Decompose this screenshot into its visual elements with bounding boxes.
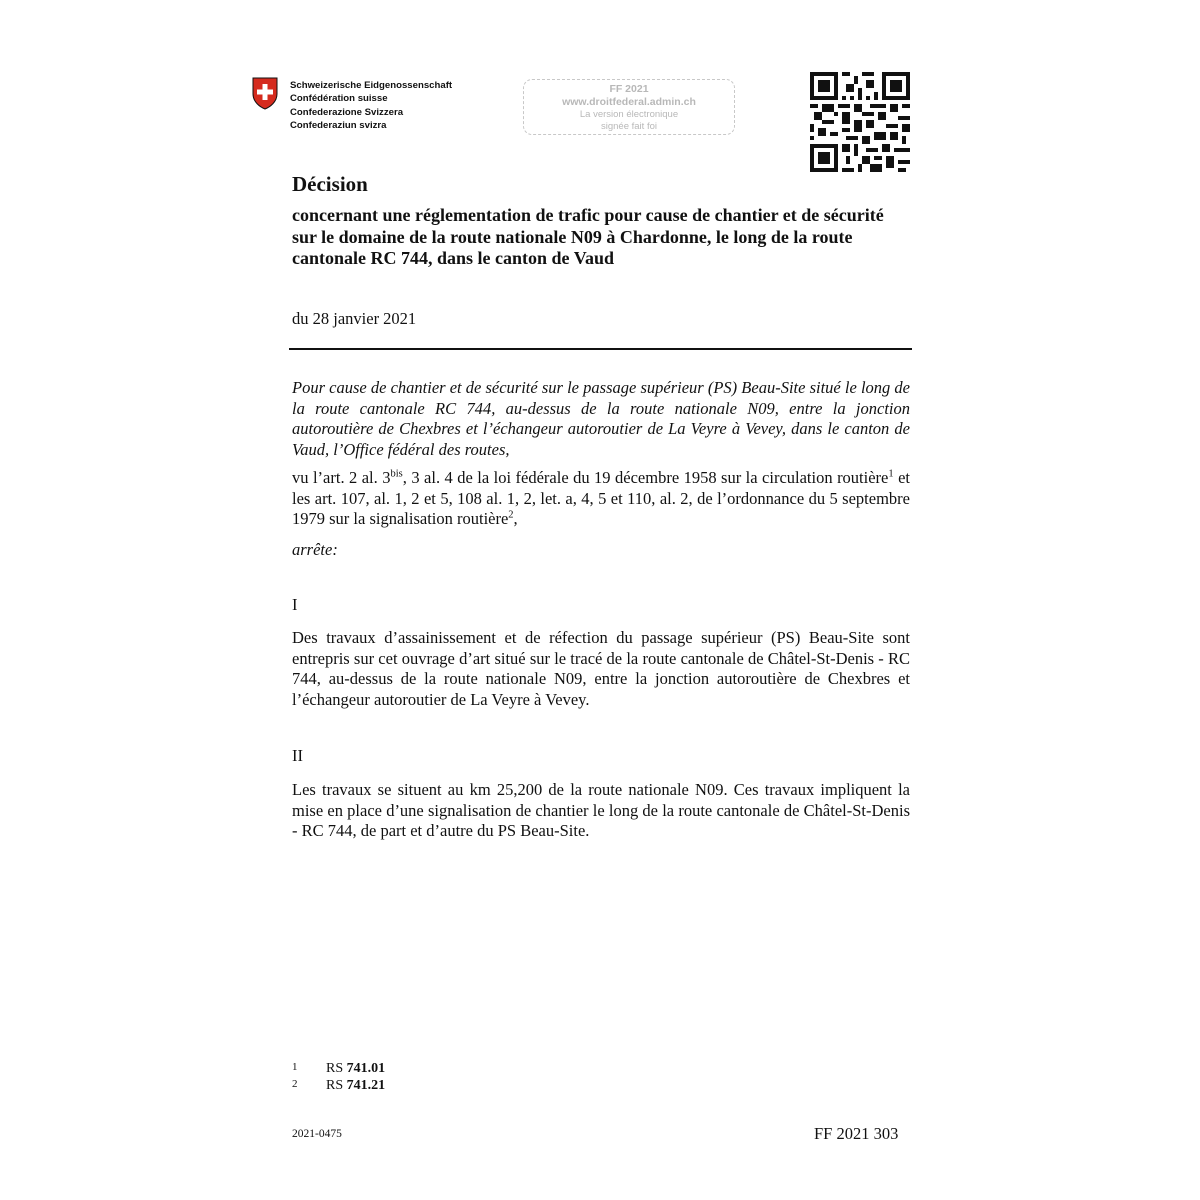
legal-basis-paragraph xyxy=(292,468,910,530)
legal-basis-text-1: vu l’art. 2 al. 3 xyxy=(292,468,391,487)
footnote-1-ref: 741.01 xyxy=(346,1061,386,1076)
footnote-2-prefix: RS xyxy=(326,1078,347,1093)
footnote-2 xyxy=(292,1078,385,1094)
section-text-1: Des travaux d’assainissement et de réfection du passage supérieur (PS) Beau-Site sont entrepris sur cet ouvrage d’art situé sur le tracé de la route cantonale de Châtel-St-Denis - RC 744, au-dessus de la route nationale N09, entre la jonction autoroutière de Chexbres et l’échangeur autoroutier de La Veyre à Vevey. xyxy=(292,628,910,709)
section-number-1: I xyxy=(292,595,298,614)
document-subtitle: concernant une réglementation de trafic pour cause de chantier et de sécurité sur le domaine de la route nationale N09 à Chardonne, le long de la route cantonale RC 744, dans le canton de Vaud xyxy=(292,205,884,268)
page-reference: FF 2021 303 xyxy=(814,1124,899,1143)
federation-name-rm: Confederaziun svizra xyxy=(290,119,387,131)
swiss-crest-icon xyxy=(252,77,278,110)
title-divider xyxy=(289,348,912,350)
section-number-2: II xyxy=(292,746,303,765)
federation-name-fr: Confédération suisse xyxy=(290,93,388,105)
footnote-2-ref: 741.21 xyxy=(346,1078,386,1093)
footnote-1-number: 1 xyxy=(292,1061,298,1073)
footnote-1 xyxy=(292,1061,385,1077)
footnote-ref-2[interactable]: 2 xyxy=(508,509,514,521)
federation-name-de: Schweizerische Eidgenossenschaft xyxy=(290,80,453,91)
electronic-signature-stamp xyxy=(523,79,735,135)
document-date: du 28 janvier 2021 xyxy=(292,309,417,328)
federation-name-it: Confederazione Svizzera xyxy=(290,106,404,118)
legal-basis-text-4: , xyxy=(513,509,518,529)
document-number: 2021-0475 xyxy=(292,1128,342,1140)
bis-superscript: bis xyxy=(390,468,403,480)
footnote-1-prefix: RS xyxy=(326,1061,347,1076)
stamp-url: www.droitfederal.admin.ch xyxy=(562,96,696,108)
footnote-ref-1[interactable]: 1 xyxy=(888,468,894,480)
stamp-line-4: signée fait foi xyxy=(601,121,657,132)
qr-code-icon xyxy=(809,72,911,172)
legal-basis-text-2: , 3 al. 4 de la loi fédérale du 19 décembre 1958 sur la circulation routière xyxy=(402,468,889,487)
arrete-label: arrête: xyxy=(292,540,338,559)
footnote-2-number: 2 xyxy=(292,1078,298,1090)
stamp-line-3: La version électronique xyxy=(579,109,679,120)
preamble: Pour cause de chantier et de sécurité sur le passage supérieur (PS) Beau-Site situé le long de la route cantonale RC 744, au-dessus de la route nationale N09, entre la jonction autoroutière de Chexbres et l’échangeur autoroutier de La Veyre à Vevey, dans le canton de Vaud, l’Office fédéral des routes, xyxy=(292,378,910,459)
section-text-2: Les travaux se situent au km 25,200 de la route nationale N09. Ces travaux impliquent la mise en place d’une signalisation de chantier le long de la route cantonale de Châtel-St-Denis - RC 744, de part et d’autre du PS Beau-Site. xyxy=(292,780,910,841)
legal-basis-text-3: et les art. 107, al. 1, 2 et 5, 108 al. 1, 2, let. a, 4, 5 et 110, al. 2, de l’ordonnance du 5 septembre 1979 sur la signalisation routière xyxy=(292,468,910,529)
federation-names xyxy=(290,79,452,132)
stamp-line-1: FF 2021 xyxy=(609,83,649,95)
document-title: Décision xyxy=(292,172,368,196)
